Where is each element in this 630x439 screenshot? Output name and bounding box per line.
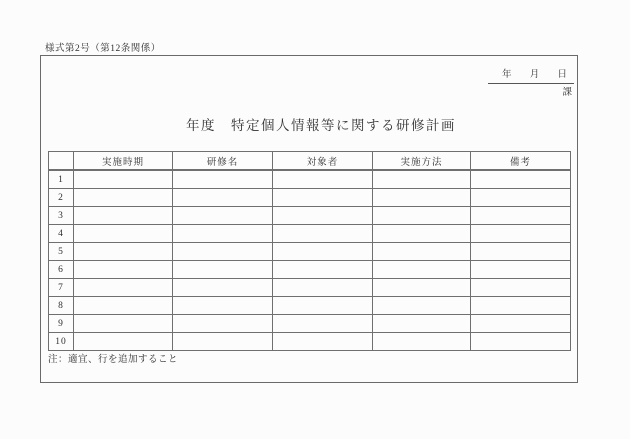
training-plan-table bbox=[48, 151, 571, 351]
table-row bbox=[49, 207, 571, 225]
table-row bbox=[49, 279, 571, 297]
cell-remarks bbox=[471, 279, 571, 297]
cell-target bbox=[273, 225, 373, 243]
cell-training-name bbox=[173, 207, 273, 225]
cell-method bbox=[373, 170, 471, 189]
row-number: 9 bbox=[49, 315, 74, 333]
cell-target bbox=[273, 315, 373, 333]
column-header-target: 対象者 bbox=[273, 152, 373, 171]
cell-remarks bbox=[471, 225, 571, 243]
footnote: 注：適宜、行を追加すること bbox=[48, 355, 179, 365]
cell-training-name bbox=[173, 170, 273, 189]
cell-period bbox=[74, 170, 173, 189]
table-row bbox=[49, 261, 571, 279]
cell-method bbox=[373, 189, 471, 207]
cell-target bbox=[273, 189, 373, 207]
cell-training-name bbox=[173, 189, 273, 207]
column-header-period: 実施時期 bbox=[74, 152, 173, 171]
cell-target bbox=[273, 170, 373, 189]
cell-training-name bbox=[173, 279, 273, 297]
cell-period bbox=[74, 225, 173, 243]
row-number: 3 bbox=[49, 207, 74, 225]
month-label: 月 bbox=[529, 70, 540, 80]
cell-target bbox=[273, 279, 373, 297]
cell-remarks bbox=[471, 189, 571, 207]
table-row bbox=[49, 297, 571, 315]
cell-remarks bbox=[471, 207, 571, 225]
row-number: 1 bbox=[49, 170, 74, 189]
table-row bbox=[49, 315, 571, 333]
row-number: 2 bbox=[49, 189, 74, 207]
cell-method bbox=[373, 207, 471, 225]
cell-target bbox=[273, 297, 373, 315]
row-number: 10 bbox=[49, 333, 74, 351]
cell-training-name bbox=[173, 243, 273, 261]
table-row bbox=[49, 333, 571, 351]
cell-period bbox=[74, 207, 173, 225]
row-number: 6 bbox=[49, 261, 74, 279]
cell-target bbox=[273, 333, 373, 351]
training-table-body bbox=[49, 170, 571, 351]
cell-period bbox=[74, 315, 173, 333]
row-number: 5 bbox=[49, 243, 74, 261]
row-number: 8 bbox=[49, 297, 74, 315]
cell-remarks bbox=[471, 297, 571, 315]
column-header-method: 実施方法 bbox=[373, 152, 471, 171]
cell-period bbox=[74, 333, 173, 351]
cell-target bbox=[273, 243, 373, 261]
row-number: 4 bbox=[49, 225, 74, 243]
cell-method bbox=[373, 261, 471, 279]
table-header-row bbox=[49, 152, 571, 171]
cell-period bbox=[74, 297, 173, 315]
table-row bbox=[49, 243, 571, 261]
cell-target bbox=[273, 207, 373, 225]
cell-training-name bbox=[173, 225, 273, 243]
cell-method bbox=[373, 225, 471, 243]
cell-remarks bbox=[471, 261, 571, 279]
column-header-number bbox=[49, 152, 74, 171]
day-label: 日 bbox=[557, 70, 567, 80]
form-number-label: 様式第2号（第12条関係） bbox=[45, 44, 161, 54]
table-row bbox=[49, 225, 571, 243]
cell-method bbox=[373, 333, 471, 351]
year-label: 年 bbox=[502, 70, 512, 80]
cell-period bbox=[74, 243, 173, 261]
cell-period bbox=[74, 279, 173, 297]
cell-method bbox=[373, 315, 471, 333]
cell-period bbox=[74, 261, 173, 279]
cell-method bbox=[373, 297, 471, 315]
cell-method bbox=[373, 243, 471, 261]
cell-remarks bbox=[471, 243, 571, 261]
cell-remarks bbox=[471, 333, 571, 351]
cell-training-name bbox=[173, 261, 273, 279]
row-number: 7 bbox=[49, 279, 74, 297]
cell-training-name bbox=[173, 297, 273, 315]
column-header-remarks: 備考 bbox=[471, 152, 571, 171]
cell-remarks bbox=[471, 315, 571, 333]
cell-remarks bbox=[471, 170, 571, 189]
cell-training-name bbox=[173, 333, 273, 351]
table-row bbox=[49, 189, 571, 207]
form-border-box bbox=[40, 55, 578, 383]
cell-target bbox=[273, 261, 373, 279]
date-fields bbox=[488, 66, 574, 84]
cell-training-name bbox=[173, 315, 273, 333]
page-title: 年度 特定個人情報等に関する研修計画 bbox=[186, 118, 456, 133]
department-label: 課 bbox=[562, 88, 572, 98]
cell-method bbox=[373, 279, 471, 297]
table-row bbox=[49, 170, 571, 189]
date-line-block bbox=[488, 66, 574, 98]
column-header-training-name: 研修名 bbox=[173, 152, 273, 171]
cell-period bbox=[74, 189, 173, 207]
